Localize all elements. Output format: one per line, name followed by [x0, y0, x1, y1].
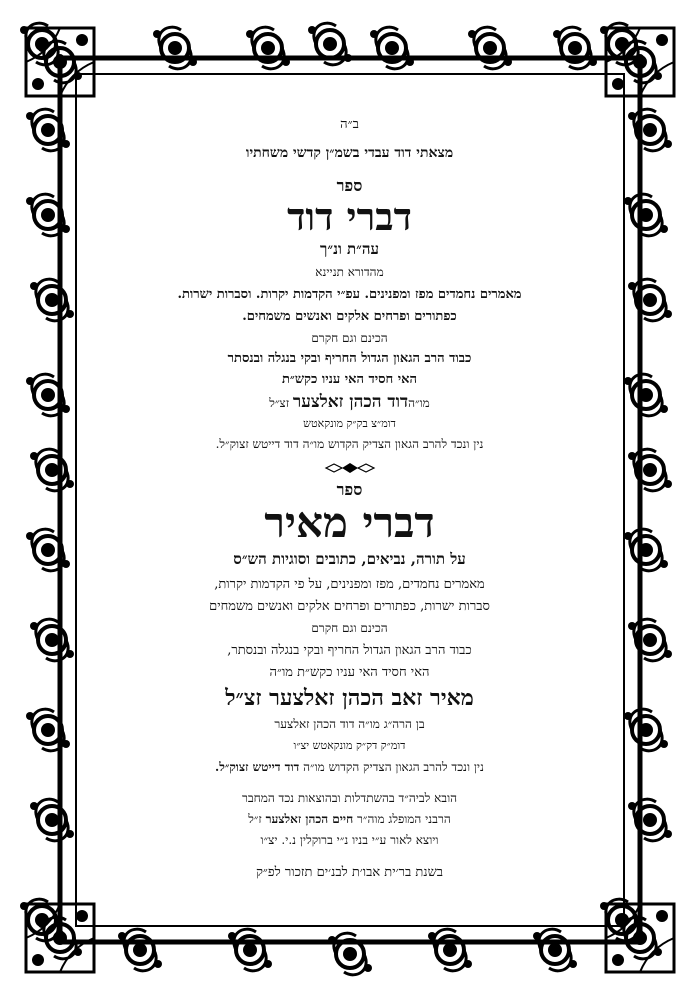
book1-sefer-label: ספר	[336, 176, 363, 195]
book2-description-2: סברות ישרות, כפתורים ופרחים אלקים ואנשים משמחים	[209, 599, 490, 614]
book2-grandson-line	[88, 761, 611, 773]
book2-son-of: בן הרה״ג מו״ה דוד הכהן זאלצער	[274, 717, 425, 731]
book2-grandson-prefix: נין ונכד להרב הגאון הצדיק הקדוש מו״ה	[303, 760, 484, 774]
book2-sefer-label: ספר	[336, 480, 363, 499]
book2-honor: כבוד הרב הגאון הגדול החריף ובקי בנגלה ובנסתר,	[227, 643, 472, 658]
publisher-line-2	[88, 813, 611, 825]
book1-description-2: כפתורים ופרחים אלקים ואנשים משמחים.	[242, 309, 457, 324]
book2-position: דומ״ק דק״ק מונקאטש יצ״ו	[293, 739, 406, 752]
book2-description-1: מאמרים נחמדים, מפז ומפנינים, על פי הקדמות יקרות,	[214, 577, 485, 592]
title-page	[88, 100, 611, 900]
section-divider	[324, 462, 376, 474]
book1-grandson-line: נין ונכד להרב הגאון הצדיק הקדוש מו״ה דוד דייטש זצוק״ל.	[215, 437, 484, 451]
book1-edition: מהדורא תניינא	[315, 265, 384, 279]
dedication-verse: מצאתי דוד עבדי בשמ״ן קדשי משחתיו	[245, 145, 454, 161]
book1-description-1: מאמרים נחמדים מפז ומפנינים. עפ״י הקדמות יקרות. וסברות ישרות.	[177, 287, 522, 302]
book1-author-prefix: מו״ה	[408, 396, 430, 410]
publisher-line-3: ויוצא לאור ע״י בניו נ״י ברוקלין נ.י. יצ״ו	[260, 833, 439, 847]
book2-title: דברי מאיר	[264, 498, 435, 547]
book1-author-line	[88, 394, 611, 411]
book2-author-name: מאיר זאב הכהן זאלצער זצ״ל	[225, 685, 474, 711]
book2-prepared: הכינם וגם חקרם	[311, 621, 388, 635]
book1-author-name: דוד הכהן זאלצער	[292, 392, 409, 412]
book2-subtitle: על תורה, נביאים, כתובים וסוגיות הש״ס	[233, 550, 466, 568]
book1-subtitle: עה״ת ונ״ך	[320, 240, 379, 258]
book1-honor: כבוד הרב הגאון הגדול החריף ובקי בנגלה ובנסתר	[227, 351, 472, 366]
publisher-suffix: ז״ל	[248, 812, 262, 826]
book1-title: דברי דוד	[287, 194, 412, 239]
book1-pious: האי חסיד האי עניו כקש״ת	[281, 372, 418, 387]
publisher-name: חיים הכהן זאלצער	[265, 812, 354, 826]
book1-author-suffix: זצ״ל	[269, 396, 290, 410]
publisher-line-1: הובא לביה״ד בהשתדלות ובהוצאות נכד המחבר	[241, 791, 458, 805]
book1-position: דומ״צ בק״ק מונקאטש	[303, 417, 396, 430]
book1-prepared: הכינם וגם חקרם	[311, 331, 388, 345]
bh-mark: ב״ה	[340, 117, 359, 132]
year-line: בשנת בר׳ית אבו׳ת לבנ׳ים תזכור לפ״ק	[255, 865, 444, 880]
book2-pious: האי חסיד האי עניו כקש״ת מו״ה	[269, 665, 430, 680]
publisher-prefix: הרבני המופלג מוה״ר	[357, 812, 451, 826]
book2-grandson-name: דוד דייטש זצוק״ל.	[215, 760, 300, 774]
